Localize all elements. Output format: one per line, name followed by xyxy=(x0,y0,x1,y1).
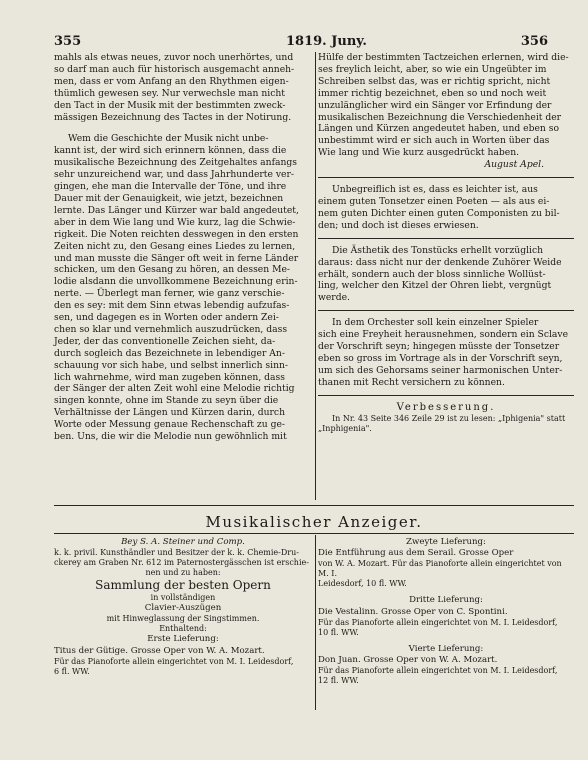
anzeiger-right-column: Zweyte Lieferung: Die Entführung aus dem Serail. Grosse Oper von W. A. Mozart. Für das Pianoforte allein eingerichtet von M. I. Leidesdorf, 10 fl. WW. Dritte Lieferung: Die Vestalinn. Grosse Oper von C. Spontini. Für das Pianoforte allein eingerichtet von M. I. Leidesdorf, 10 fl. WW. Vierte Lieferung: Don Juan. Grosse Oper von W. A. Mozart. Für das Pianoforte allein eingerichtet von M. I. Leidesdorf, 12 fl. WW. xyxy=(318,537,574,686)
text-line: ses freylich leicht, aber, so wie ein Ungeübter im xyxy=(318,63,547,75)
text-line: Unbegreiflich ist es, dass es leichter ist, aus xyxy=(332,184,538,196)
text-line: den es sey: mit dem Sinn etwas lebendig aufzufas- xyxy=(54,300,290,312)
text-line: Längen und Kürzen angedeutet haben, und eben so xyxy=(318,123,560,135)
text-line: so darf man auch für historisch ausgemacht anneh- xyxy=(54,63,295,75)
paragraph-unbegreiflich xyxy=(318,184,574,232)
text-line: um sich des Gehorsams seiner harmonischen Unter- xyxy=(318,364,563,376)
text-line: In dem Orchester soll kein einzelner Spieler xyxy=(332,317,539,329)
text-line: Wem die Geschichte der Musik nicht unbe- xyxy=(68,133,269,145)
text-line: werde. xyxy=(318,292,350,304)
text-line: thanen mit Recht versichern zu können. xyxy=(318,376,505,388)
text-line: sen, und dagegen es in Worten oder andern Zei- xyxy=(54,312,279,324)
page-number-left: 355 xyxy=(54,34,82,49)
text-line: men, dass er vom Anfang an den Rhythmen eigen- xyxy=(54,75,289,87)
text-line: thümlich gewesen sey. Nur verwechsle man nicht xyxy=(54,87,285,99)
text-line: musikalische Bezeichnung des Zeitgehaltes anfangs xyxy=(54,157,297,169)
delivery-heading: Dritte Lieferung: xyxy=(409,595,483,606)
text-line: erhält, sondern auch der bloss sinnliche Wollüst- xyxy=(318,268,546,280)
paragraph-aesthetik xyxy=(318,245,574,305)
right-column xyxy=(318,52,574,434)
text-line: Dauer mit der Genauigkeit, wie jetzt, bezeichnen xyxy=(54,192,284,204)
text-line: nerte. — Überlegt man ferner, wie ganz verschie- xyxy=(54,288,285,300)
text-line: schauung vor sich habe, und selbst innerlich sinn- xyxy=(54,359,289,371)
correction-heading: Verbesserung. xyxy=(396,401,496,413)
text-line: durch sogleich das Bezeichnete in lebendiger An- xyxy=(54,347,285,359)
opera-item: Die Vestalinn. Grosse Oper von C. Spontini. xyxy=(318,606,508,617)
text-line: eben so gross im Vortrage als in der Vorschrift seyn, xyxy=(318,352,563,364)
anzeiger-title: Musikalischer Anzeiger. xyxy=(205,513,423,531)
text-line: Verhältnisse der Längen und Kürzen darin, durch xyxy=(54,407,285,419)
text-line: Zeiten nicht zu, den Gesang eines Liedes zu lernen, xyxy=(54,240,296,252)
correction-text xyxy=(318,414,574,434)
section-rule xyxy=(318,177,574,178)
left-column xyxy=(54,52,312,443)
text-line: Worte oder Messung genaue Rechenschaft zu ge- xyxy=(54,419,285,431)
text-line: Jeder, der das conventionelle Zeichen sieht, da- xyxy=(54,335,276,347)
text-line: der Vorschrift seyn; hingegen müsste der Tonsetzer xyxy=(318,341,560,353)
text-line: In Nr. 43 Seite 346 Zeile 29 ist zu lesen: „Iphigenia" statt xyxy=(332,413,566,423)
text-line: musikalischen Bezeichnung die Verschiedenheit der xyxy=(318,111,562,123)
text-line: Schreiben selbst das, was er richtig spricht, nicht xyxy=(318,75,551,87)
text-line: kannt ist, der wird sich erinnern können, dass die xyxy=(54,145,287,157)
text-line: und man musste die Sänger oft weit in ferne Länder xyxy=(54,252,299,264)
text-line: ling, welcher den Kitzel der Ohren liebt, vergnügt xyxy=(318,280,552,292)
text-line: chen so klar und vernehmlich auszudrücken, dass xyxy=(54,323,288,335)
section-divider xyxy=(54,533,574,534)
text-line: immer richtig bezeichnet, eben so und noch weit xyxy=(318,87,547,99)
text-line: Hülfe der bestimmten Tactzeichen erlernen, wird die- xyxy=(318,52,569,63)
opera-item: Don Juan. Grosse Oper von W. A. Mozart. xyxy=(318,655,498,666)
author-signature: August Apel. xyxy=(484,159,544,171)
column-divider xyxy=(315,52,316,500)
text-line: unzulänglicher wird ein Sänger vor Erfindung der xyxy=(318,99,552,111)
text-line: unbestimmt wird er sich auch in Worten über das xyxy=(318,135,550,147)
text-line: „Inphigenia". xyxy=(318,423,372,433)
opera-item: Titus der Gütige. Grosse Oper von W. A. Mozart. xyxy=(54,645,265,656)
text-line: sich eine Freyheit herausnehmen, sondern ein Sclave xyxy=(318,329,569,341)
delivery-heading: Zweyte Lieferung: xyxy=(406,537,486,547)
text-line: der Sänger der alten Zeit wohl eine Melodie richtig xyxy=(54,383,295,395)
delivery-heading: Vierte Lieferung: xyxy=(408,643,484,654)
text-line: ben. Uns, die wir die Melodie nun gewöhnlich mit xyxy=(54,431,287,443)
text-line: Wie lang und Wie kurz ausgedrückt haben. xyxy=(318,147,520,159)
text-line: Die Ästhetik des Tonstücks erhellt vorzüglich xyxy=(332,244,544,256)
page-number-right: 356 xyxy=(520,34,548,49)
collection-heading: Sammlung der besten Opern xyxy=(95,578,271,593)
text-line: lernte. Das Länger und Kürzer war bald angedeutet, xyxy=(54,204,299,216)
text-line: aber in dem Wie lang und Wie kurz, lag die Schwie- xyxy=(54,216,296,228)
text-line: sehr unzureichend war, und dass Jahrhunderte ver- xyxy=(54,169,294,181)
paragraph-tact xyxy=(54,52,312,123)
text-line: schicken, um den Gesang zu hören, an dessen Me- xyxy=(54,264,291,276)
text-line: gingen, ehe man die Intervalle der Töne, und ihre xyxy=(54,181,287,193)
text-line: den; und doch ist dieses erwiesen. xyxy=(318,219,479,231)
publisher-address: k. k. privil. Kunsthändler und Besitzer der k. k. Chemie-Dru- ckerey am Graben Nr. 612 im Paternostergässchen ist erschie- nen und zu haben: xyxy=(54,548,309,578)
text-line: lich wahrnehme, wird man zugeben können, dass xyxy=(54,371,285,383)
text-line: nem guten Dichter einen guten Componisten zu bil- xyxy=(318,207,560,219)
delivery-heading: Erste Lieferung: xyxy=(147,634,219,645)
text-line: lodie alsdann die unvollkommene Bezeichnung erin- xyxy=(54,276,298,288)
text-line: rigkeit. Die Noten reichten desswegen in den ersten xyxy=(54,228,299,240)
anzeiger-left-column: Bey S. A. Steiner und Comp. k. k. privil. Kunsthändler und Besitzer der k. k. Chemie-Dru- ckerey am Graben Nr. 612 im Paternostergässchen ist erschie- nen und zu haben: Sammlung der besten Opern in vollständigen Clavier-Auszügen mit Hinweglassung der Singstimmen. Enthaltend: Erste Lieferung: Titus der Gütige. Grosse Oper von W. A. Mozart. Für das Pianoforte allein eingerichtet von M. I. Leidesdorf, 6 fl. WW. xyxy=(54,537,312,677)
section-rule xyxy=(318,310,574,311)
text-line: mahls als etwas neues, zuvor noch unerhörtes, und xyxy=(54,52,294,63)
text-line: einem guten Tonsetzer einen Poeten — als aus ei- xyxy=(318,195,550,207)
text-line: mässigen Bezeichnung des Tactes in der Notirung. xyxy=(54,111,292,123)
section-rule xyxy=(318,238,574,239)
text-line: singen konnte, ohne im Stande zu seyn über die xyxy=(54,395,279,407)
publisher: Bey S. A. Steiner und Comp. xyxy=(121,537,245,547)
paragraph-geschichte xyxy=(54,133,312,443)
page-header xyxy=(54,34,548,50)
issue-date: 1819. Juny. xyxy=(286,34,367,49)
paragraph-apel xyxy=(318,52,574,159)
section-rule xyxy=(318,395,574,396)
text-line: den Tact in der Musik mit der bestimmten zweck- xyxy=(54,99,286,111)
column-divider xyxy=(315,535,316,710)
text-line: daraus: dass nicht nur der denkende Zuhörer Weide xyxy=(318,256,562,268)
section-divider xyxy=(54,505,574,506)
paragraph-orchester xyxy=(318,317,574,388)
opera-item: Die Entführung aus dem Serail. Grosse Oper xyxy=(318,548,514,559)
